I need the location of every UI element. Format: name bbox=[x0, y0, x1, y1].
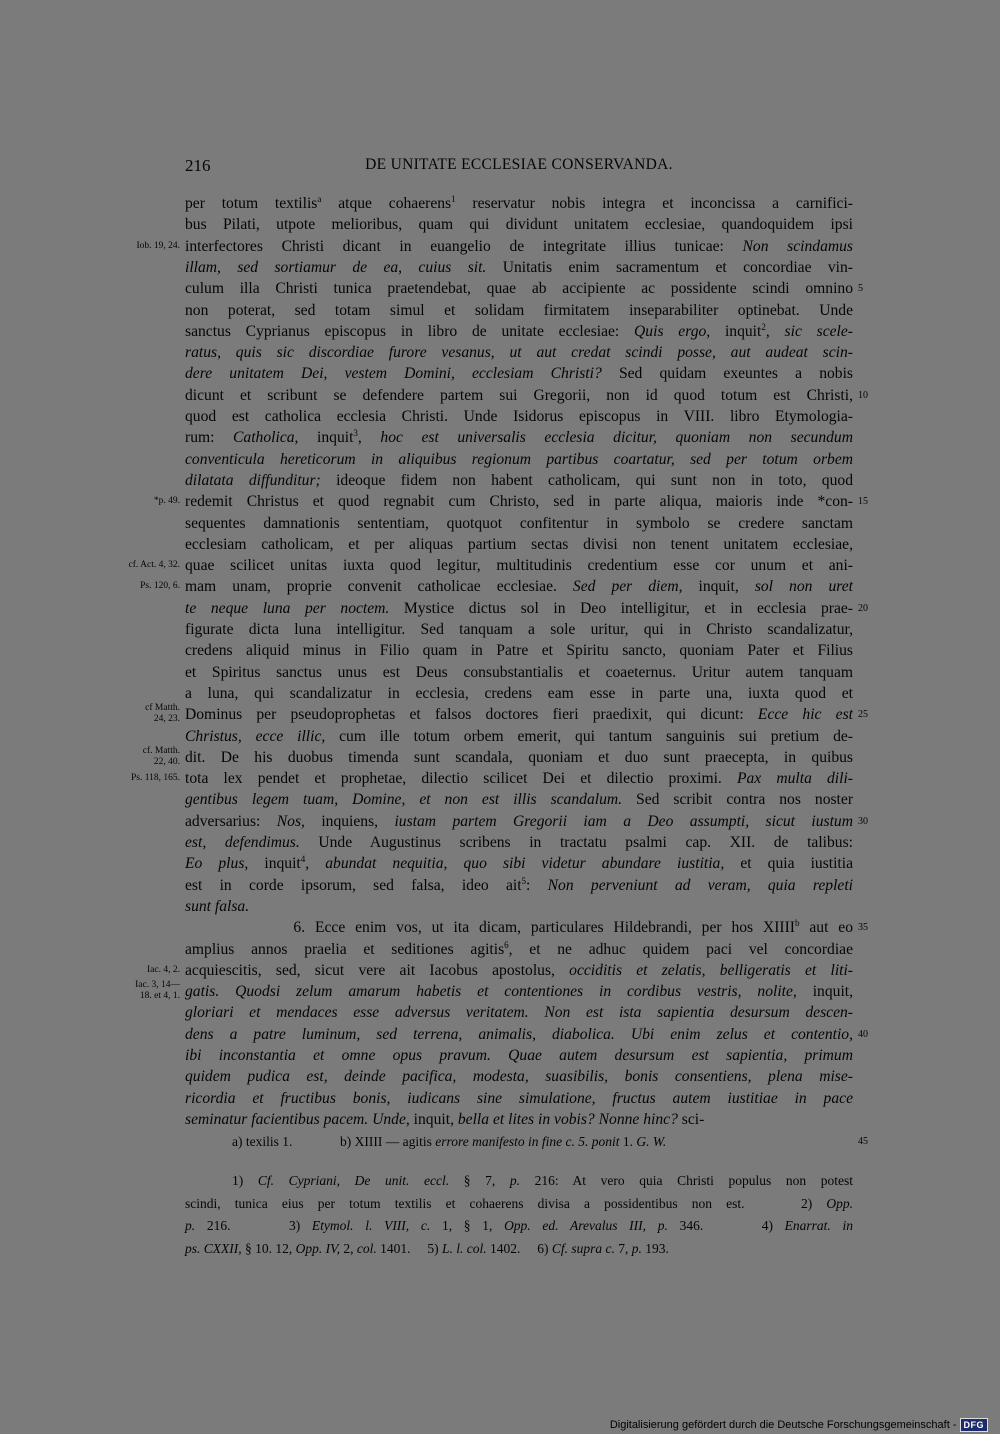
footnote-line: p. 216. 3) Etymol. l. VIII, c. 1, § 1, Opp. ed. Arevalus III, p. 346. 4) Enarrat. in bbox=[185, 1218, 853, 1233]
margin-note: cf Matth. 24, 23. bbox=[145, 703, 180, 725]
text-line: te neque luna per noctem. Mystice dictus sol in Deo intelligitur, et in ecclesia prae- bbox=[185, 599, 853, 617]
text-line: figurate dicta luna intelligitur. Sed tanquam a sole uritur, qui in Christo scandalizatur, bbox=[185, 621, 853, 638]
running-title: DE UNITATE ECCLESIAE CONSERVANDA. bbox=[365, 156, 673, 173]
margin-note: Ps. 120, 6. bbox=[140, 581, 180, 592]
footnote-line: scindi, tunica eius per totum textilis et cohaerens divisa a possidentibus non est. 2) Opp. bbox=[185, 1195, 853, 1211]
margin-note: Iac. 3, 14— 18. et 4, 1. bbox=[135, 980, 180, 1002]
text-line: et Spiritus sanctus unus est Deus consubstantialis et coaeternus. Uritur autem tanquam bbox=[185, 663, 853, 681]
text-line: dens a patre luminum, sed terrena, animalis, diabolica. Ubi enim zelus et contentio, bbox=[185, 1025, 853, 1043]
line-number: 40 bbox=[858, 1028, 868, 1040]
line-number: 15 bbox=[858, 496, 868, 508]
line-number: 20 bbox=[858, 602, 868, 614]
text-line: credens aliquid minus in Filio quam in Patre et Spiritu sancto, quoniam Pater et Filius bbox=[185, 642, 853, 660]
text-line: dilatata diffunditur; ideoque fidem non habent catholicam, qui sunt non in toto, quod bbox=[185, 471, 853, 489]
page-header bbox=[185, 156, 853, 180]
text-line: culum illa Christi tunica praetendebat, quae ab accipiente ac possidente scindi omnino bbox=[185, 280, 853, 298]
text-line: redemit Christus et quod regnabit cum Christo, sed in parte aliqua, maioris inde *con- bbox=[185, 493, 853, 511]
text-line: quod est catholica ecclesia Christi. Unde Isidorus episcopus in VIII. libro Etymologia- bbox=[185, 408, 853, 425]
margin-note: cf. Matth. 22, 40. bbox=[142, 745, 180, 767]
text-line: sunt falsa. bbox=[185, 897, 250, 915]
margin-note: cf. Act. 4, 32. bbox=[128, 560, 180, 571]
text-line: a luna, qui scandalizatur in ecclesia, credens eam esse in parte una, iuxta quod et bbox=[185, 684, 853, 702]
footnote-line: 1) Cf. Cypriani, De unit. eccl. § 7, p. 216: At vero quia Christi populus non potest bbox=[232, 1173, 854, 1188]
text-line: Eo plus, inquit$^4$, abundat nequitia, quo sibi videtur abundare iustitia, et quia iustitia bbox=[185, 854, 854, 873]
line-number: 30 bbox=[858, 815, 868, 827]
margin-note: *p. 49. bbox=[153, 496, 180, 507]
text-line: ecclesiam catholicam, et per aliquas partium sectas divisi non tenent unitatem ecclesiae, bbox=[185, 535, 853, 553]
line-number: 5 bbox=[858, 283, 863, 295]
page-number: 216 bbox=[185, 156, 211, 175]
line-number: 10 bbox=[858, 389, 868, 401]
text-line: mam unam, proprie convenit catholicae ecclesiae. Sed per diem, inquit, sol non uret bbox=[185, 578, 853, 596]
critical-note-a: a) texilis 1. bbox=[232, 1134, 293, 1149]
text-line: per totum textilis$^a$ atque cohaerens$^1$ reservatur nobis integra et inconcissa a carnifici- bbox=[185, 193, 853, 212]
text-line: est in corde ipsorum, sed falsa, ideo ait$^5$: Non perveniunt ad veram, quia repleti bbox=[185, 875, 854, 894]
text-line: rum: Catholica, inquit$^3$, hoc est universalis ecclesia dicitur, quoniam non secundum bbox=[185, 428, 853, 447]
line-number: 25 bbox=[858, 709, 868, 721]
text-line: Dominus per pseudoprophetas et falsos doctores fieri praedixit, qui dicunt: Ecce hic est bbox=[185, 706, 853, 724]
text-line: gentibus legem tuam, Domine, et non est illis scandalum. Sed scribit contra nos noster bbox=[185, 791, 854, 809]
text-line: illam, sed sortiamur de ea, cuius sit. Unitatis enim sacramentum et concordiae vin- bbox=[185, 258, 853, 276]
text-line: acquiescitis, sed, sicut vere ait Iacobus apostolus, occiditis et zelatis, belligeratis et liti- bbox=[185, 961, 854, 979]
text-line: tota lex pendet et prophetae, dilectio scilicet Dei et dilectio proximi. Pax multa dili- bbox=[185, 770, 853, 788]
text-line: est, defendimus. Unde Augustinus scribens in tractatu psalmi cap. XII. de talibus: bbox=[185, 834, 853, 851]
footnote-line: ps. CXXII, § 10. 12, Opp. IV, 2, col. 1401. 5) L. l. col. 1402. 6) Cf. supra c. 7, p. 193. bbox=[185, 1240, 669, 1256]
digitization-credit bbox=[610, 1418, 988, 1432]
text-line: quidem pudica est, deinde pacifica, modesta, suasibilis, bonis consentiens, plena mise- bbox=[185, 1068, 853, 1086]
text-line: dere unitatem Dei, vestem Domini, ecclesiam Christi? Sed quidam exeuntes a nobis bbox=[185, 365, 853, 383]
text-line: adversarius: Nos, inquiens, iustam partem Gregorii iam a Deo assumpti, sicut iustum bbox=[185, 812, 853, 830]
text-line: seminatur facientibus pacem. Unde, inquit, bella et lites in vobis? Nonne hinc? sci- bbox=[185, 1110, 705, 1128]
margin-note: Iob. 19, 24. bbox=[136, 240, 180, 251]
credit-text: Digitalisierung gefördert durch die Deutsche Forschungsgemeinschaft - bbox=[609, 1419, 957, 1431]
dfg-logo: DFG bbox=[960, 1418, 989, 1432]
text-line: conventicula hereticorum in aliquibus regionum partibus coartatur, sed per totum orbem bbox=[185, 450, 853, 468]
margin-note: Ps. 118, 165. bbox=[130, 773, 180, 784]
text-line: ibi inconstantia et omne opus pravum. Quae autem desursum est sapientia, primum bbox=[185, 1047, 853, 1064]
critical-line-number: 45 bbox=[858, 1136, 868, 1147]
text-line: ratus, quis sic discordiae furore vesanus, ut aut credat scindi posse, aut audeat scin- bbox=[185, 344, 853, 362]
text-line: gloriari et mendaces esse adversus veritatem. Non est ista sapientia desursum descen- bbox=[185, 1004, 853, 1022]
text-line: amplius annos praelia et seditiones agitis$^6$, et ne adhuc quidem paci vel concordiae bbox=[185, 939, 853, 958]
text-line: Christus, ecce illic, cum ille totum orbem emerit, qui tantum sanguinis sui pretium de- bbox=[185, 727, 853, 745]
text-line: quae scilicet unitas iuxta quod legitur, multitudinis credentium esse cor unum et ani- bbox=[185, 557, 853, 575]
text-line: dit. De his duobus timenda sunt scandala, quoniam et duo sunt praecepta, in quibus bbox=[185, 748, 853, 766]
text-line: sanctus Cyprianus episcopus in libro de unitate ecclesiae: Quis ergo, inquit$^2$, sic scele- bbox=[185, 321, 854, 340]
critical-note-b: b) XIIII — agitis errore manifesto in fine c. 5. ponit 1. G. W. bbox=[340, 1134, 667, 1149]
text-line: dicunt et scribunt se defendere partem sui Gregorii, non id quod totum est Christi, bbox=[185, 386, 853, 404]
text-line: ricordia et fructibus bonis, iudicans sine simulatione, fructus autem iustitiae in pace bbox=[185, 1089, 853, 1107]
text-line: interfectores Christi dicant in euangelio de integritate illius tunicae: Non scindamus bbox=[185, 237, 853, 255]
text-line: non poterat, sed totam simul et solidam firmitatem inseparabiliter optinebat. Unde bbox=[185, 301, 853, 319]
margin-note: Iac. 4, 2. bbox=[147, 964, 180, 975]
text-line: sequentes damnationis sententiam, quotquot confitentur in symbolo se credere sanctam bbox=[185, 514, 853, 532]
text-line: bus Pilati, utpote melioribus, quam qui dividunt unitatem ecclesiae, quandoquidem ipsi bbox=[185, 216, 853, 234]
text-line: gatis. Quodsi zelum amarum habetis et contentiones in cordibus vestris, nolite, inquit, bbox=[185, 983, 854, 1001]
line-number: 35 bbox=[858, 922, 868, 934]
text-line: 6. Ecce enim vos, ut ita dicam, particulares Hildebrandi, per hos XIIII$^b$ aut eo bbox=[185, 918, 853, 937]
